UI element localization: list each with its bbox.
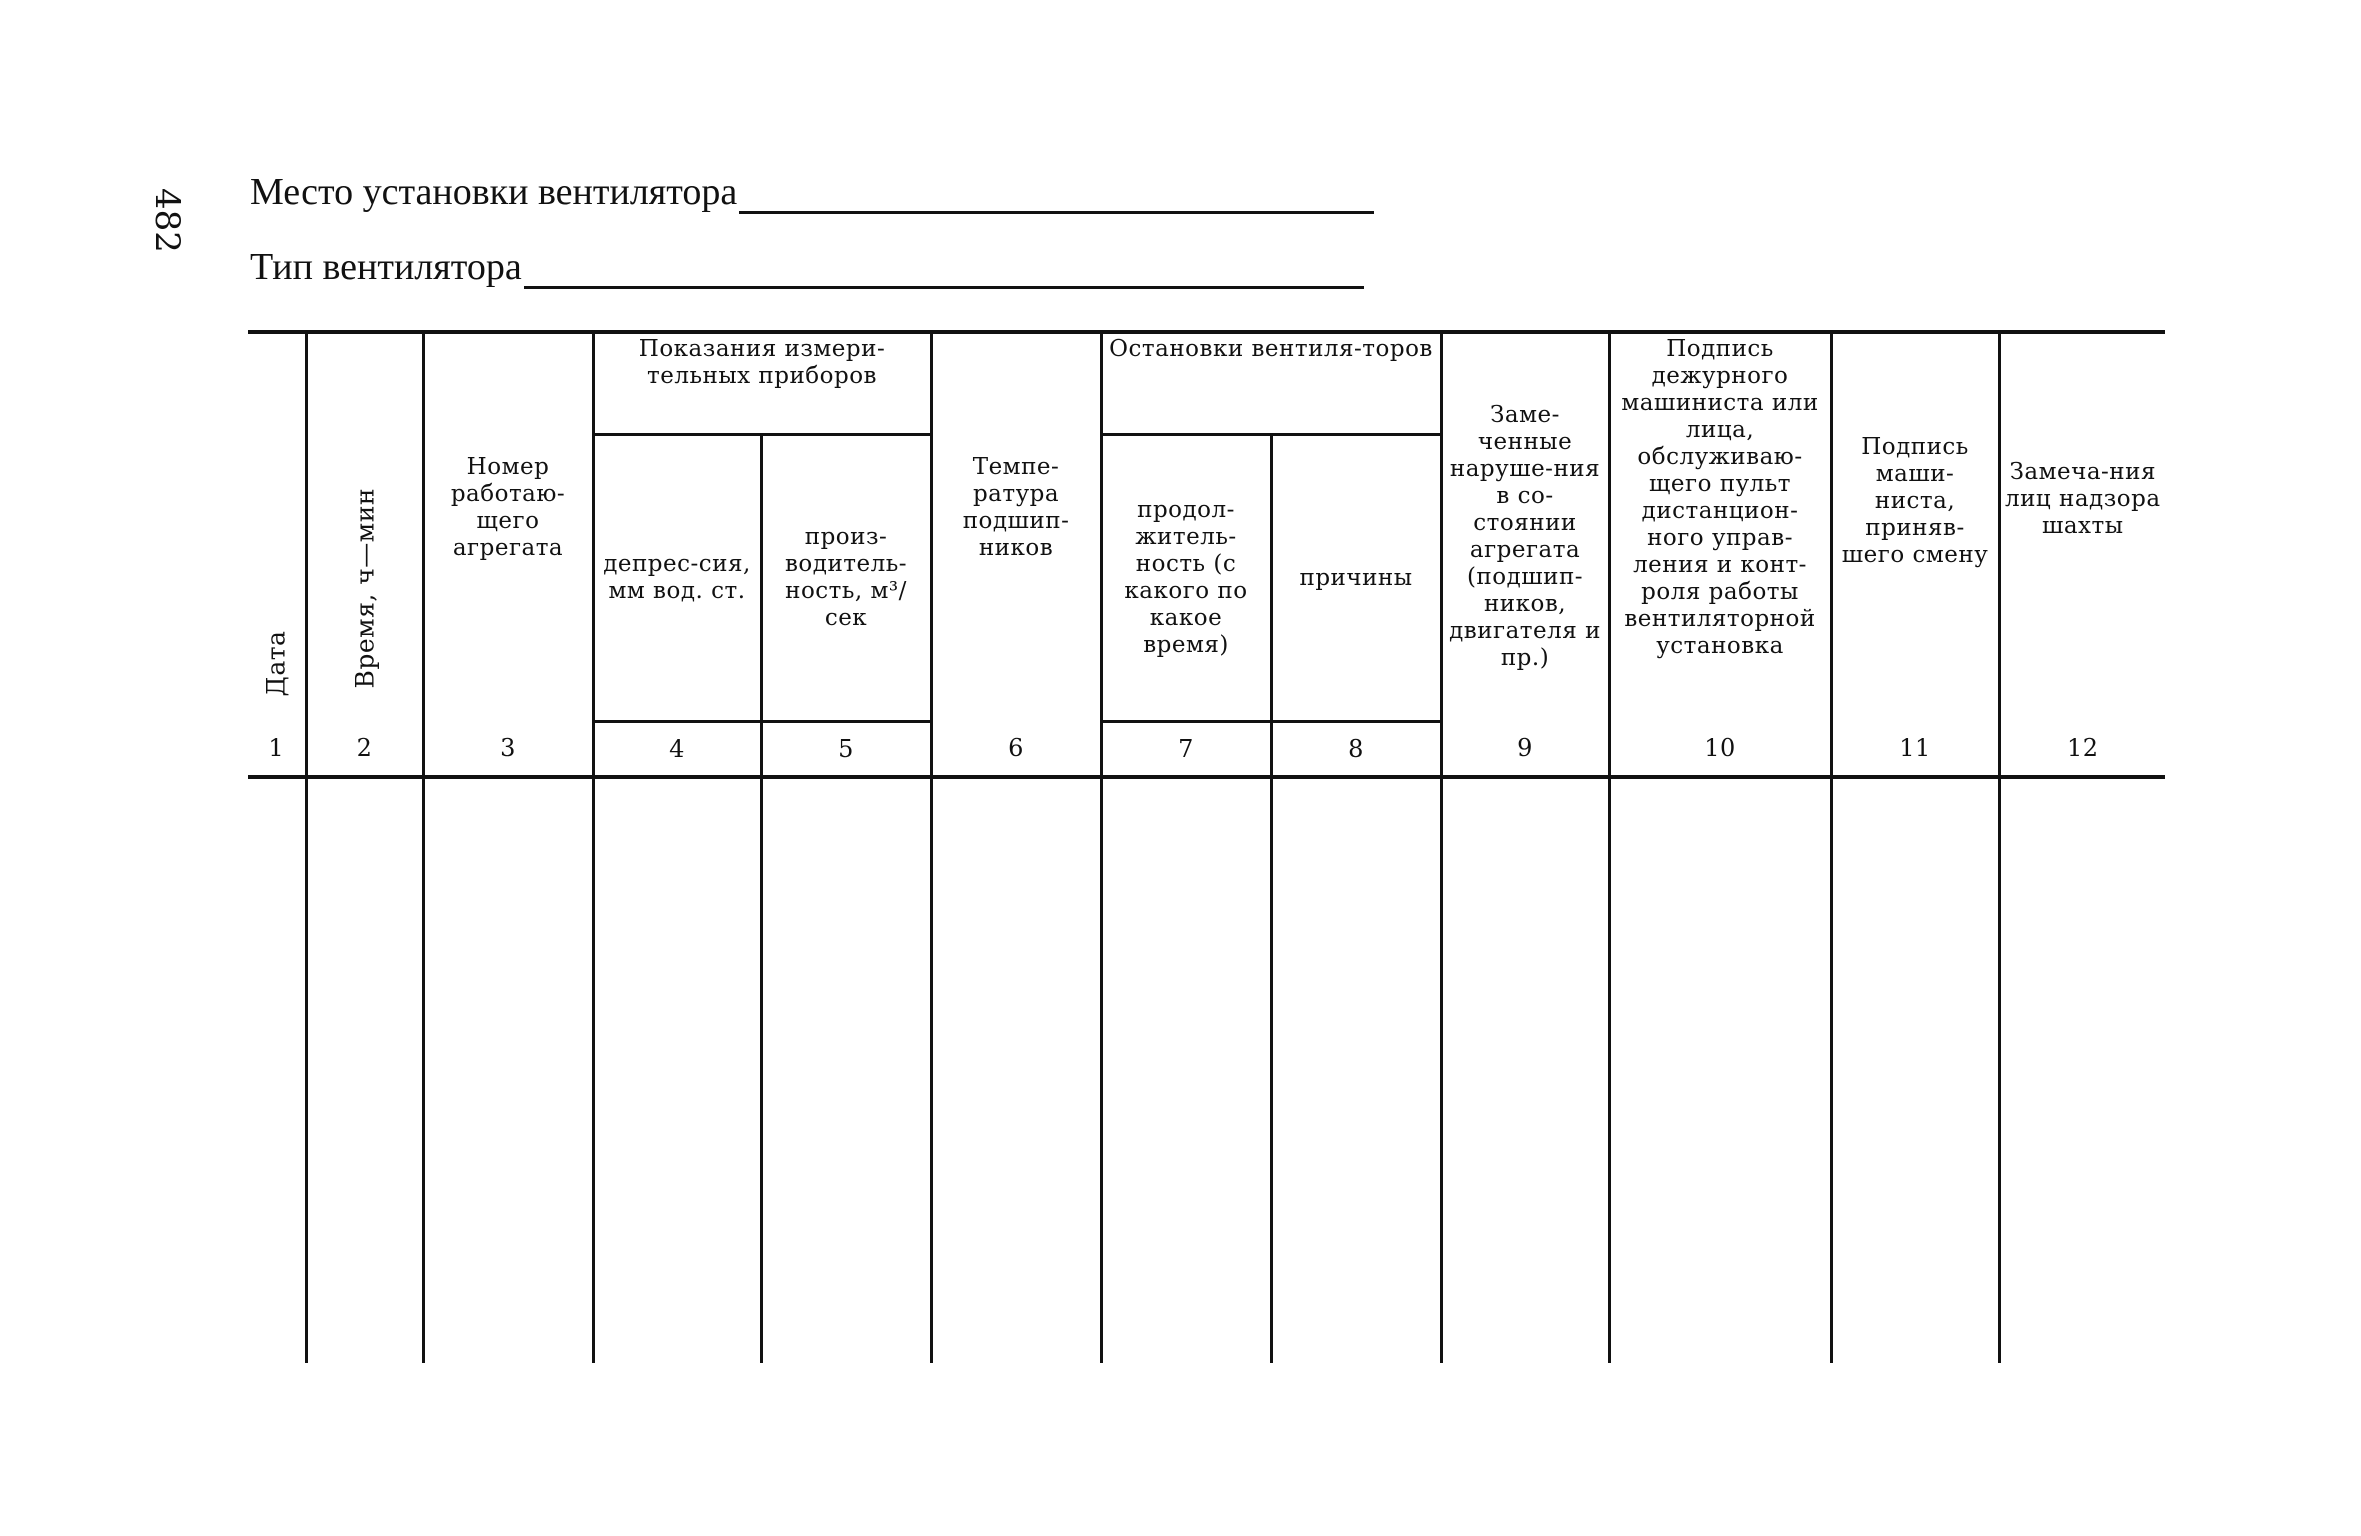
column-number: 8 [1271,722,1441,778]
entry-cell-violations[interactable] [1441,777,1609,1363]
entry-cell-unit-number[interactable] [423,777,593,1363]
fan-log-table [248,330,2165,1363]
header-shift-signature: Подпись маши-ниста, приняв-шего смену [1831,332,1999,722]
entry-cell-reasons[interactable] [1271,777,1441,1363]
entry-cell-shift-signature[interactable] [1831,777,1999,1363]
column-number: 6 [931,722,1101,778]
column-number: 4 [593,722,761,778]
fan-location-label: Место установки вентилятора [250,171,738,213]
header-supervision-remarks: Замеча-ния лиц надзора шахты [1999,332,2165,722]
fan-type-field [250,245,1364,289]
entry-cell-depression[interactable] [593,777,761,1363]
column-number: 1 [248,722,306,778]
fan-log-table-container [248,330,2165,1363]
column-number: 3 [423,722,593,778]
header-operator-signature: Подпись дежурного машиниста или лица, обслуживаю-щего пульт дистанцион-ного управ-ления и конт-роля работы вентиляторной установка [1609,332,1831,722]
entry-cell-operator-signature[interactable] [1609,777,1831,1363]
header-depression: депрес-сия, мм вод. ст. [593,435,761,722]
header-duration: продол-житель-ность (с какого по какое время) [1101,435,1271,722]
column-number: 12 [1999,722,2165,778]
blank-entry-row [248,777,2165,1363]
column-number: 10 [1609,722,1831,778]
column-number: 11 [1831,722,1999,778]
header-unit-number: Номер работаю-щего агрегата [423,332,593,722]
entry-cell-bearing-temperature[interactable] [931,777,1101,1363]
fan-type-blank-line [524,252,1364,289]
fan-location-field [250,170,1374,214]
column-number: 7 [1101,722,1271,778]
column-number: 5 [761,722,931,778]
entry-cell-duration[interactable] [1101,777,1271,1363]
header-bearing-temperature: Темпе-ратура подшип-ников [931,332,1101,722]
page-number: 482 [147,188,187,253]
header-fan-stops: Остановки вентиля-торов [1101,332,1441,435]
column-number-row [248,722,2165,778]
header-reasons: причины [1271,435,1441,722]
entry-cell-time[interactable] [306,777,423,1363]
fan-location-blank-line [739,177,1374,214]
entry-cell-date[interactable] [248,777,306,1363]
entry-cell-capacity[interactable] [761,777,931,1363]
header-instrument-readings: Показания измери-тельных приборов [593,332,931,435]
header-date: Дата [248,332,306,722]
column-number: 9 [1441,722,1609,778]
header-capacity: произ-водитель-ность, м³/сек [761,435,931,722]
header-time: Время, ч—мин [306,332,423,722]
column-number: 2 [306,722,423,778]
entry-cell-supervision-remarks[interactable] [1999,777,2165,1363]
header-violations: Заме-ченные наруше-ния в со-стоянии агрегата (подшип-ников, двигателя и пр.) [1441,332,1609,722]
fan-type-label: Тип вентилятора [250,246,522,288]
